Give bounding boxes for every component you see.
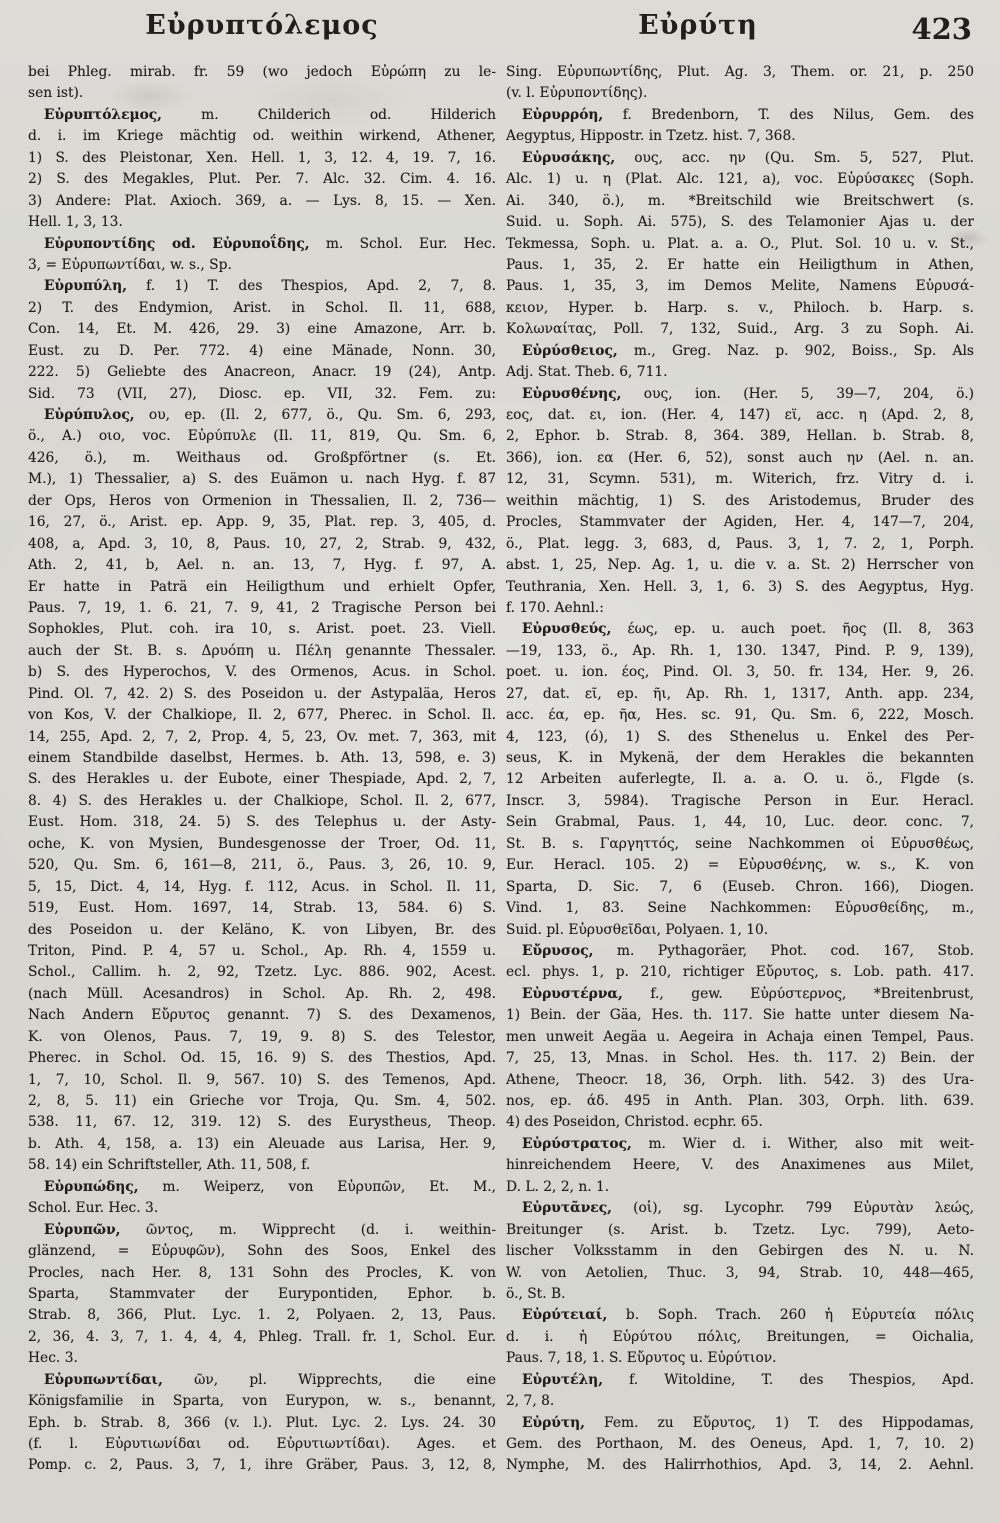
text-line: bei Phleg. mirab. fr. 59 (wo jedoch Εὐρώπη zu le- [28, 64, 496, 80]
text-line: —19, 133, ö., Ap. Rh. 1, 130. 1347, Pind. P. 9, 139), [506, 642, 974, 659]
text-line: Aegyptus, Hippostr. in Tzetz. hist. 7, 368. [506, 128, 796, 145]
entry-headword: Εὐρυσθεύς, [522, 621, 612, 638]
text-line: 2, Ephor. b. Strab. 8, 364. 389, Hellan. b. Strab. 8, [506, 428, 974, 445]
text-line: 12 Arbeiten auferlegte, Il. a. a. O. u. ö., Flgde (s. [506, 771, 974, 788]
running-head-right-keyword: Εὐρύτη [638, 10, 758, 41]
entry-start-line: Εὔρυσος, m. Pythagoräer, Phot. cod. 167, Stob. [522, 942, 974, 959]
text-line: Pherec. in Schol. Od. 15, 16. 9) S. des Thestios, Apd. [28, 1050, 496, 1067]
text-line: f. 170. Aehnl.: [506, 599, 604, 616]
entry-headword: Εὐρυσθένης, [522, 385, 622, 402]
text-line: 2, 36, 4. 3, 7, 1. 4, 4, 4, Phleg. Trall. fr. 1, Schol. Eur. [28, 1328, 496, 1345]
text-line: Vind. 1, 83. Seine Nachkommen: Εὐρυσθείδης, m., [506, 900, 974, 917]
entry-start-line: Εὐρύτειαί, b. Soph. Trach. 260 ἡ Εὐρυτεία πόλις [522, 1307, 974, 1324]
text-line: weithin mächtig, 1) S. des Aristodemus, Bruder des [506, 492, 974, 509]
text-line: 538. 11, 67. 12, 319. 12) S. des Eurystheus, Theop. [28, 1114, 496, 1131]
text-line: sen ist). [28, 85, 84, 102]
entry-headword: Εὐρύτη, [522, 1414, 585, 1431]
text-line: 1) Bein. der Gäa, Hes. th. 117. Sie hatte unter diesem Na- [506, 1007, 974, 1024]
text-line: S. des Herakles u. der Eubote, einer Thespiade, Apd. 2, 7, [28, 771, 496, 788]
text-line: (v. l. Εὐρυποντίδης). [506, 85, 648, 102]
text-line: (nach Müll. Acesandros) in Schol. Ap. Rh. 2, 498. [28, 985, 496, 1002]
entry-headword: Εὐρύσθειος, [522, 342, 618, 359]
text-line: Teuthrania, Xen. Hell. 3, 1, 6. 3) S. des Aegyptus, Hyg. [506, 578, 974, 595]
text-line: Sid. 73 (VII, 27), Diosc. ep. VII, 32. Fem. zu: [28, 385, 496, 402]
text-line: Inscr. 3, 5984). Tragische Person in Eur. Heracl. [506, 792, 974, 809]
text-line: der Ops, Heros von Ormenion in Thessalien, Il. 2, 736— [28, 492, 496, 509]
entry-start-line: Εὐρύπυλος, ου, ep. (Il. 2, 677, ö., Qu. Sm. 6, 293, [44, 407, 496, 423]
text-line: Adj. Stat. Theb. 6, 711. [506, 364, 668, 381]
text-line: 4, 123, (ό), 1) S. des Sthenelus u. Enkel des Per- [506, 728, 974, 745]
text-line: oche, K. von Mysien, Bundesgenosse der Troer, Od. 11, [28, 835, 496, 852]
text-line: ö., A.) οιο, voc. Εὐρύπυλε (Il. 11, 819, Qu. Sm. 6, [28, 428, 496, 445]
left-text-column [28, 62, 496, 1477]
text-line: auch der St. B. s. Δρυόπη u. Πέλη genannte Thessaler. [28, 642, 496, 659]
entry-headword: Εὐρυπώδης, [44, 1178, 139, 1195]
text-line: Strab. 8, 366, Plut. Lyc. 1. 2, Polyaen. 2, 13, Paus. [28, 1307, 496, 1324]
text-line: poet. u. ion. έος, Pind. Ol. 3, 50. fr. 134, Her. 9, 26. [506, 664, 974, 681]
text-line: Alc. 1) u. η (Plat. Alc. 121, a), voc. Εὐρύσακες (Soph. [506, 171, 974, 188]
running-head-left-keyword: Εὐρυπτόλεμος [145, 10, 379, 41]
entry-start-line: Εὐρυστέρνα, f., gew. Εὐρύστερνος, *Breitenbrust, [522, 985, 974, 1002]
text-line: 2) S. des Megakles, Plut. Per. 7. Alc. 32. Cim. 4. 16. [28, 171, 496, 188]
text-line: 2, 7, 8. [506, 1393, 555, 1410]
text-line: Nach Andern Εὔρυτος genannt. 7) S. des Dexamenos, [28, 1007, 496, 1024]
text-line: Er hatte in Paträ ein Heiligthum und erhielt Opfer, [28, 578, 496, 595]
text-line: 3) Andere: Plat. Axioch. 369, a. — Lys. 8, 15. — Xen. [28, 192, 496, 209]
text-line: b) S. des Hyperochos, V. des Ormenos, Acus. in Schol. [28, 664, 496, 681]
text-line: D. L. 2, 2, n. 1. [506, 1178, 610, 1195]
text-line: K. von Olenos, Paus. 7, 19, 9. 8) S. des Telestor, [28, 1028, 496, 1045]
text-line: Schol. Eur. Hec. 3. [28, 1200, 159, 1217]
entry-start-line: Εὐρυπώδης, m. Weiperz, von Εὐρυπῶν, Et. M., [44, 1178, 496, 1195]
text-line: Paus. 1, 35, 2. Er hatte ein Heiligthum in Athen, [506, 256, 974, 273]
text-line: Hec. 3. [28, 1350, 78, 1367]
text-line: ecl. phys. 1, p. 210, richtiger Εὔρυτος, s. Lob. path. 417. [506, 964, 974, 981]
text-line: 408, a, Apd. 3, 10, 8, Paus. 10, 27, 2, Strab. 9, 432, [28, 535, 496, 552]
text-line: Ai. 340, ö.), m. *Breitschild wie Breitschwert (s. [506, 192, 974, 209]
text-line: Paus. 7, 18, 1. S. Εὔρυτος u. Εὐρύτιον. [506, 1350, 777, 1367]
entry-headword: Εὐρυστέρνα, [522, 985, 623, 1002]
entry-start-line: Εὐρυπωντίδαι, ῶν, pl. Wipprechts, die eine [44, 1371, 496, 1388]
text-line: acc. έα, ep. ῆα, Hes. sc. 91, Qu. Sm. 6, 222, Mosch. [506, 707, 974, 724]
text-line: 426, ö.), m. Weithaus od. Großpförtner (s. Et. [28, 449, 496, 466]
entry-start-line: Εὐρυπῶν, ῶντος, m. Wipprecht (d. i. weithin- [44, 1221, 496, 1238]
right-text-column [506, 62, 974, 1477]
text-line: lischer Volksstamm in den Gebirgen des N. u. N. [506, 1243, 974, 1260]
text-line: 58. 14) ein Schriftsteller, Ath. 11, 508, f. [28, 1157, 311, 1174]
text-line: abst. 1, 25, Nep. Ag. 1, u. die v. a. St. 2) Herrscher von [506, 557, 974, 574]
text-line: Schol., Callim. h. 2, 92, Tzetz. Lyc. 886. 902, Acest. [28, 964, 496, 981]
text-line: εος, dat. ει, ion. (Her. 4, 147) εϊ, acc. η (Apd. 2, 8, [506, 407, 974, 423]
text-line: Sparta, Stammvater der Eurypontiden, Ephor. b. [28, 1285, 496, 1302]
text-line: ö., Plat. legg. 3, 683, d, Paus. 3, 1, 7. 2, 1, Porph. [506, 535, 974, 552]
text-line: 222. 5) Geliebte des Anacreon, Anacr. 19 (24), Antp. [28, 364, 496, 381]
entry-start-line: Εὐρυποντίδης od. Εὐρυποΐδης, m. Schol. Eur. Hec. [44, 235, 496, 252]
text-line: W. von Aetolien, Thuc. 3, 94, Strab. 10, 448—465, [506, 1264, 974, 1281]
text-line: men unweit Aegäa u. Aegeira in Achaja einen Tempel, Paus. [506, 1028, 974, 1045]
text-line: hinreichendem Heere, V. des Anaximenes aus Milet, [506, 1157, 974, 1174]
text-line: Paus. 7, 19, 1. 6. 21, 7. 9, 41, 2 Tragische Person bei [28, 599, 496, 616]
entry-headword: Εὐρύπυλος, [44, 407, 135, 423]
text-line: Eust. Hom. 318, 24. 5) S. des Telephus u. der Asty- [28, 814, 496, 831]
text-line: Sein Grabmal, Paus. 1, 44, 10, Luc. deor. conc. 7, [506, 814, 974, 831]
text-line: 3, = Εὐρυπωντίδαι, w. s., Sp. [28, 256, 232, 273]
entry-headword: Εὐρυσάκης, [522, 149, 616, 166]
text-line: Suid. pl. Εὐρυσθεῖδαι, Polyaen. 1, 10. [506, 921, 769, 938]
entry-start-line: Εὐρυτέλη, f. Witoldine, T. des Thespios, Apd. [522, 1371, 974, 1388]
text-line: 7, 25, 13, Mnas. in Schol. Hes. th. 117. 2) Bein. der [506, 1050, 974, 1067]
text-line: d. i. ἡ Εὐρύτου πόλις, Breitungen, = Oichalia, [506, 1328, 974, 1345]
text-line: 520, Qu. Sm. 6, 161—8, 211, ö., Paus. 3, 26, 10. 9, [28, 857, 496, 874]
page-number: 423 [911, 12, 972, 46]
text-line: einem Standbilde daselbst, Hermes. b. Ath. 13, 598, e. 3) [28, 750, 496, 766]
text-line: des Poseidon u. der Keläno, K. von Libyen, Br. des [28, 921, 496, 938]
text-line: Sparta, D. Sic. 7, 6 (Euseb. Chron. 166), Diogen. [506, 878, 974, 895]
text-line: Sing. Εὐρυπωντίδης, Plut. Ag. 3, Them. or. 21, p. 250 [506, 64, 974, 80]
text-line: 27, dat. εῖ, ep. ῆι, Ap. Rh. 1, 1317, Anth. app. 234, [506, 685, 974, 702]
entry-headword: Εὐρυπωντίδαι, [44, 1371, 163, 1388]
text-line: 16, 27, ö., Arist. ep. App. 9, 35, Plat. rep. 3, 405, d. [28, 514, 496, 531]
entry-start-line: Εὐρυσθεύς, έως, ep. u. auch poet. ῆος (Il. 8, 363 [522, 621, 974, 638]
entry-start-line: Εὐρυπύλη, f. 1) T. des Thespios, Apd. 2, 7, 8. [44, 278, 496, 295]
entry-start-line: Εὐρυσθένης, ους, ion. (Her. 5, 39—7, 204, ö.) [522, 385, 974, 402]
text-line: 4) des Poseidon, Christod. ecphr. 65. [506, 1114, 763, 1131]
text-line: Pomp. c. 2, Paus. 3, 7, 1, ihre Gräber, Paus. 3, 12, 8, [28, 1457, 496, 1474]
text-line: Eph. b. Strab. 8, 366 (v. l.). Plut. Lyc. 2. Lys. 24. 30 [28, 1414, 496, 1431]
entry-headword: Εὐρυρρόη, [522, 106, 604, 123]
entry-start-line: Εὐρύσθειος, m., Greg. Naz. p. 902, Boiss., Sp. Als [522, 342, 974, 359]
entry-headword: Εὐρυπύλη, [44, 278, 128, 295]
text-line: Breitunger (s. Arist. b. Tzetz. Lyc. 799), Aeto- [506, 1221, 974, 1238]
entry-headword: Εὐρυπῶν, [44, 1221, 121, 1238]
text-line: 1, 7, 10, Schol. Il. 9, 567. 10) S. des Temenos, Apd. [28, 1071, 496, 1088]
entry-start-line: Εὐρυπτόλεμος, m. Childerich od. Hilderich [44, 106, 496, 123]
entry-headword: Εὐρυπτόλεμος, [44, 106, 162, 123]
entry-start-line: Εὐρυσάκης, ους, acc. ην (Qu. Sm. 5, 527, Plut. [522, 149, 974, 166]
text-line: Königsfamilie in Sparta, von Eurypon, w. s., benannt, [28, 1393, 496, 1410]
text-line: Tekmessa, Soph. u. Plat. a. a. O., Plut. Sol. 10 u. v. St., [506, 235, 974, 252]
text-line: 14, 255, Apd. 2, 7, 2, Prop. 4, 5, 23, Ov. met. 7, 363, mit [28, 728, 496, 745]
entry-start-line: Εὐρύτη, Fem. zu Εὔρυτος, 1) T. des Hippodamas, [522, 1414, 974, 1431]
entry-headword: Εὐρύτειαί, [522, 1307, 608, 1324]
text-line: 519, Eust. Hom. 1697, 14, Strab. 13, 584. 6) S. [28, 900, 496, 917]
text-line: κειον, Hyper. b. Harp. s. v., Philoch. b. Harp. s. [506, 299, 974, 316]
entry-headword: Εὔρυσος, [522, 942, 594, 959]
text-line: Nymphe, M. des Halirrhothios, Apd. 3, 14, 2. Aehnl. [506, 1457, 974, 1474]
text-line: Suid. u. Soph. Ai. 575), S. des Telamonier Ajas u. der [506, 214, 974, 231]
text-line: 5, 15, Dict. 4, 14, Hyg. f. 112, Acus. in Schol. Il. 11, [28, 878, 496, 895]
entry-start-line: Εὐρύστρατος, m. Wier d. i. Wither, also mit weit- [522, 1135, 974, 1152]
entry-headword: Εὐρυτᾶνες, [522, 1200, 612, 1217]
text-line: 366), ion. εα (Her. 6, 52), sonst auch ην (Ael. n. an. [506, 449, 974, 466]
text-line: nos, ep. άδ. 495 in Anth. Plan. 303, Orph. lith. 639. [506, 1093, 974, 1109]
text-line: b. Ath. 4, 158, a. 13) ein Aleuade aus Larisa, Her. 9, [28, 1135, 496, 1152]
text-line: Triton, Pind. P. 4, 57 u. Schol., Ap. Rh. 4, 1559 u. [28, 942, 496, 959]
text-line: Procles, Stammvater der Agiden, Her. 4, 147—7, 204, [506, 514, 974, 531]
text-line: Sophokles, Plut. coh. ira 10, s. Arist. poet. 23. Viell. [28, 621, 496, 638]
text-line: M.), 1) Thessalier, a) S. des Euämon u. nach Hyg. f. 87 [28, 471, 496, 488]
entry-start-line: Εὐρυτᾶνες, (οἱ), sg. Lycophr. 799 Εὐρυτὰν λεώς, [522, 1200, 974, 1217]
text-line: Ath. 2, 41, b, Ael. n. an. 13, 7, Hyg. f. 97, A. [28, 557, 496, 574]
text-line: Eur. Heracl. 105. 2) = Εὐρυσθένης, w. s., K. von [506, 857, 974, 874]
text-line: Athene, Theocr. 18, 36, Orph. lith. 542. 3) des Ura- [506, 1071, 974, 1088]
running-head [0, 10, 1000, 54]
text-line: d. i. im Kriege mächtig od. weithin wirkend, Athener, [28, 128, 496, 145]
text-line: Paus. 1, 35, 3, im Demos Melite, Namens Εὐρυσά- [506, 278, 974, 295]
text-line: (f. l. Εὐρυτιωνίδαι od. Εὐρυτιωντίδαι). Ages. et [28, 1436, 496, 1452]
text-line: 2, 8, 5. 11) ein Grieche vor Troja, Qu. Sm. 4, 502. [28, 1093, 496, 1109]
text-line: von Kos, V. der Chalkiope, Il. 2, 677, Pherec. in Schol. Il. [28, 707, 496, 724]
text-line: ö., St. B. [506, 1285, 566, 1302]
text-line: Gem. des Porthaon, M. des Oeneus, Apd. 1, 7, 10. 2) [506, 1436, 974, 1452]
text-line: Hell. 1, 3, 13. [28, 214, 123, 231]
text-line: Pind. Ol. 7, 42. 2) S. des Poseidon u. der Astypaläa, Heros [28, 685, 496, 702]
text-line: Eust. zu D. Per. 772. 4) eine Mänade, Nonn. 30, [28, 342, 496, 359]
text-line: St. B. s. Γαργηττός, seine Nachkommen οἱ Εὐρυσθέως, [506, 835, 974, 852]
text-line: 8. 4) S. des Herakles u. der Chalkiope, Schol. Il. 2, 677, [28, 792, 496, 809]
text-line: glänzend, = Εὐρυφῶν), Sohn des Soos, Enkel des [28, 1243, 496, 1260]
entry-start-line: Εὐρυρρόη, f. Bredenborn, T. des Nilus, Gem. des [522, 106, 974, 123]
text-line: Κολωναίτας, Poll. 7, 132, Suid., Arg. 3 zu Soph. Ai. [506, 321, 974, 338]
entry-headword: Εὐρυποντίδης od. Εὐρυποΐδης, [44, 235, 310, 252]
text-line: Con. 14, Et. M. 426, 29. 3) eine Amazone, Arr. b. [28, 321, 496, 338]
text-line: 2) T. des Endymion, Arist. in Schol. Il. 11, 688, [28, 299, 496, 316]
entry-headword: Εὐρυτέλη, [522, 1371, 604, 1388]
text-line: Procles, nach Her. 8, 131 Sohn des Procles, K. von [28, 1264, 496, 1281]
entry-headword: Εὐρύστρατος, [522, 1135, 632, 1152]
text-line: seus, K. in Mykenä, der dem Herakles die bekannten [506, 750, 974, 766]
text-line: 12, 31, Scymn. 531), m. Witerich, frz. Vitry d. i. [506, 471, 974, 488]
text-line: 1) S. des Pleistonar, Xen. Hell. 1, 3, 12. 4, 19. 7, 16. [28, 149, 496, 166]
